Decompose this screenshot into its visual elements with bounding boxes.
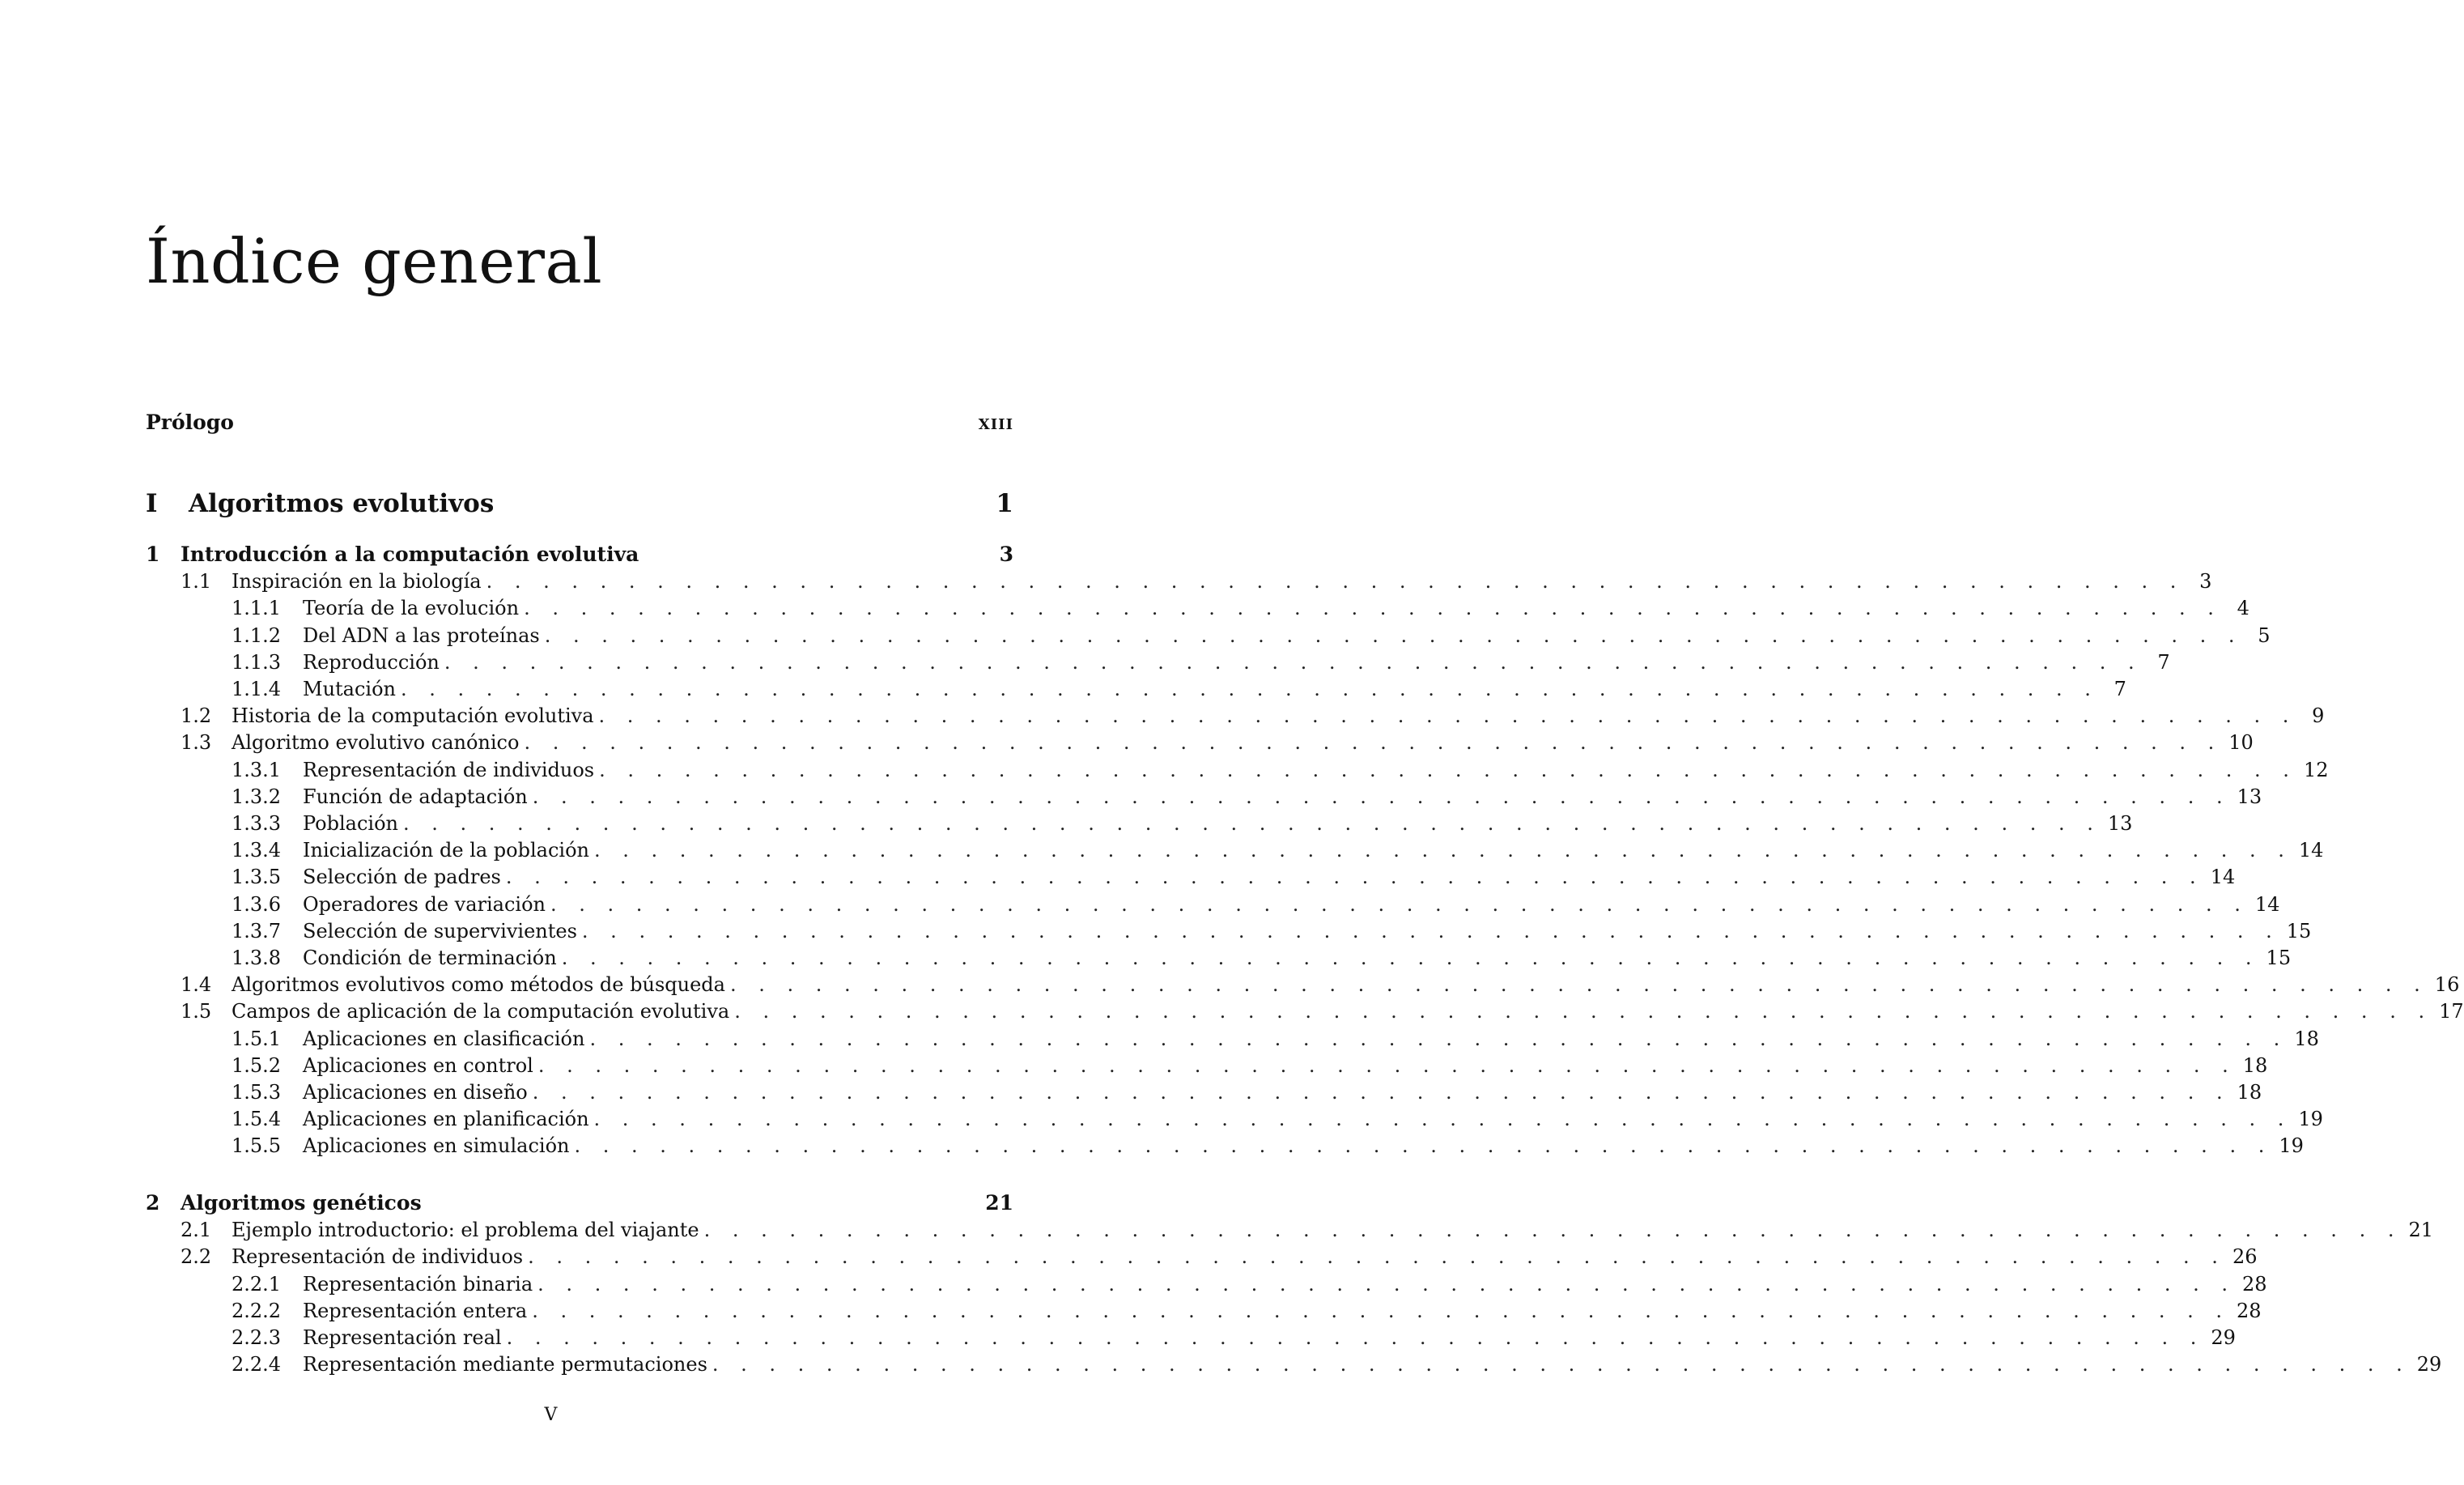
toc-entry-title: Ejemplo introductorio: el problema del viajante: [232, 1219, 699, 1241]
toc-entry-section[interactable]: [146, 569, 2212, 594]
toc-entry-page: 15: [2266, 947, 2292, 969]
toc-entry-page: 19: [2298, 1108, 2323, 1130]
toc-entry-title: Aplicaciones en simulación: [303, 1134, 570, 1157]
toc-entry-title: Inicialización de la población: [303, 839, 589, 862]
toc-entry-number: 1.3.1: [232, 759, 282, 781]
toc-entry-number: 1: [146, 543, 160, 566]
toc-entry-title: Representación entera: [303, 1300, 528, 1322]
toc-entry-subsection[interactable]: [146, 1134, 2304, 1158]
dot-leader: . . . . . . . . . . . . . . . . . . . . . . . . . . . . . . . . . . . . . . . . . . . . . . . . . . . . . . . . . . . .: [528, 1245, 2226, 1268]
toc-entry-number: 1.5.3: [232, 1081, 282, 1104]
toc-entry-subsection[interactable]: [146, 1027, 2319, 1051]
dot-leader: . . . . . . . . . . . . . . . . . . . . . . . . . . . . . . . . . . . . . . . . . . . . . . . . . . . . . . . . . . . .: [524, 731, 2223, 754]
toc-entry-number: 2.2: [181, 1245, 212, 1268]
toc-entry-section[interactable]: [146, 730, 2254, 755]
toc-entry-title: Algoritmos evolutivos: [189, 489, 495, 518]
toc-entry-subsection[interactable]: [146, 1272, 2267, 1296]
dot-leader: . . . . . . . . . . . . . . . . . . . . . . . . . . . . . . . . . . . . . . . . . . . . . . . . . . . . . . . . . . . .: [593, 1108, 2292, 1130]
toc-entry-page: 18: [2242, 1054, 2268, 1077]
toc-entry-title: Población: [303, 812, 398, 835]
toc-entry-chapter[interactable]: [146, 1191, 1013, 1215]
toc-entry-subsection[interactable]: [146, 838, 2324, 862]
toc-entry-section[interactable]: [146, 1218, 2433, 1242]
toc-entry-page: 1: [996, 489, 1013, 518]
toc-entry-number: 1.3.8: [232, 947, 282, 969]
dot-leader: . . . . . . . . . . . . . . . . . . . . . . . . . . . . . . . . . . . . . . . . . . . . . . . . . . . . . . . . . . . .: [729, 973, 2428, 996]
toc-entry-page: 13: [2107, 812, 2133, 835]
toc-entry-title: Representación de individuos: [232, 1245, 524, 1268]
toc-entry-page: 7: [2157, 651, 2170, 674]
toc-entry-title: Prólogo: [146, 411, 234, 434]
toc-entry-number: 1.4: [181, 973, 212, 996]
dot-leader: . . . . . . . . . . . . . . . . . . . . . . . . . . . . . . . . . . . . . . . . . . . . . . . . . . . . . . . . . . . .: [486, 570, 2185, 593]
toc-entry-page: 5: [2258, 624, 2271, 647]
toc-entry-page: 19: [2279, 1134, 2304, 1157]
toc-entry-part[interactable]: [146, 489, 1013, 518]
toc-entry-page: 12: [2303, 759, 2329, 781]
dot-leader: . . . . . . . . . . . . . . . . . . . . . . . . . . . . . . . . . . . . . . . . . . . . . . . . . . . . . . . . . . . .: [734, 1000, 2433, 1023]
dot-leader: . . . . . . . . . . . . . . . . . . . . . . . . . . . . . . . . . . . . . . . . . . . . . . . . . . . . . . . . . . . .: [598, 704, 2297, 727]
toc-entry-title: Del ADN a las proteínas: [303, 624, 540, 647]
dot-leader: . . . . . . . . . . . . . . . . . . . . . . . . . . . . . . . . . . . . . . . . . . . . . . . . . . . . . . . . . . . .: [589, 1028, 2288, 1050]
toc-entry-section[interactable]: [146, 704, 2325, 728]
dot-leader: . . . . . . . . . . . . . . . . . . . . . . . . . . . . . . . . . . . . . . . . . . . . . . . . . . . . . . . . . . . .: [403, 812, 2101, 835]
toc-entry-subsection[interactable]: [146, 892, 2280, 917]
toc-entry-page: 3: [999, 543, 1013, 566]
toc-entry-section[interactable]: [146, 1245, 2258, 1269]
toc-entry-page: 28: [2242, 1273, 2267, 1296]
toc-entry-page: 4: [2237, 597, 2249, 619]
toc-entry-title: Reproducción: [303, 651, 440, 674]
toc-entry-title: Inspiración en la biología: [232, 570, 482, 593]
toc-entry-number: 1.1.2: [232, 624, 282, 647]
toc-entry-title: Función de adaptación: [303, 785, 528, 808]
toc-entry-page: 10: [2228, 731, 2254, 754]
toc-entry-page: 14: [2210, 866, 2236, 888]
toc-entry-number: 1.1.1: [232, 597, 282, 619]
toc-entry-number: 2: [146, 1191, 160, 1215]
toc-entry-title: Campos de aplicación de la computación evolutiva: [232, 1000, 730, 1023]
dot-leader: . . . . . . . . . . . . . . . . . . . . . . . . . . . . . . . . . . . . . . . . . . . . . . . . . . . . . . . . . . . .: [506, 1326, 2205, 1349]
toc-entry-subsection[interactable]: [146, 811, 2133, 836]
toc-entry-title: Condición de terminación: [303, 947, 557, 969]
dot-leader: . . . . . . . . . . . . . . . . . . . . . . . . . . . . . . . . . . . . . . . . . . . . . . . . . . . . . . . . . . . .: [550, 893, 2249, 916]
toc-entry-page: xiii: [978, 411, 1013, 434]
toc-entry-number: 1.5.2: [232, 1054, 282, 1077]
dot-leader: . . . . . . . . . . . . . . . . . . . . . . . . . . . . . . . . . . . . . . . . . . . . . . . . . . . . . . . . . . . .: [594, 839, 2292, 862]
toc-entry-title: Algoritmo evolutivo canónico: [232, 731, 520, 754]
toc-entry-page: 14: [2298, 839, 2324, 862]
dot-leader: . . . . . . . . . . . . . . . . . . . . . . . . . . . . . . . . . . . . . . . . . . . . . . . . . . . . . . . . . . . .: [599, 759, 2297, 781]
dot-leader: . . . . . . . . . . . . . . . . . . . . . . . . . . . . . . . . . . . . . . . . . . . . . . . . . . . . . . . . . . . .: [532, 1081, 2231, 1104]
dot-leader: . . . . . . . . . . . . . . . . . . . . . . . . . . . . . . . . . . . . . . . . . . . . . . . . . . . . . . . . . . . .: [532, 1300, 2231, 1322]
dot-leader: . . . . . . . . . . . . . . . . . . . . . . . . . . . . . . . . . . . . . . . . . . . . . . . . . . . . . . . . . . . .: [505, 866, 2204, 888]
toc-entry-subsection[interactable]: [146, 596, 2249, 620]
toc-entry-number: 1.5.4: [232, 1108, 282, 1130]
toc-entry-subsection[interactable]: [146, 1325, 2236, 1350]
dot-leader: . . . . . . . . . . . . . . . . . . . . . . . . . . . . . . . . . . . . . . . . . . . . . . . . . . . . . . . . . . . .: [712, 1353, 2411, 1376]
toc-entry-subsection[interactable]: [146, 1053, 2268, 1078]
dot-leader: . . . . . . . . . . . . . . . . . . . . . . . . . . . . . . . . . . . . . . . . . . . . . . . . . . . . . . . . . . . .: [532, 785, 2231, 808]
toc-entry-page: 17: [2439, 1000, 2464, 1023]
toc-entry-number: 2.2.3: [232, 1326, 282, 1349]
toc-entry-title: Historia de la computación evolutiva: [232, 704, 594, 727]
toc-entry-title: Aplicaciones en clasificación: [303, 1028, 585, 1050]
toc-entry-subsection[interactable]: [146, 865, 2236, 889]
toc-entry-number: 1.1.3: [232, 651, 282, 674]
dot-leader: . . . . . . . . . . . . . . . . . . . . . . . . . . . . . . . . . . . . . . . . . . . . . . . . . . . . . . . . . . . .: [537, 1273, 2236, 1296]
toc-entry-page: 15: [2286, 920, 2312, 942]
toc-entry-number: 2.2.1: [232, 1273, 282, 1296]
toc-entry-number: 1.3.6: [232, 893, 282, 916]
toc-entry-number: 2.2.2: [232, 1300, 282, 1322]
toc-entry-title: Aplicaciones en diseño: [303, 1081, 528, 1104]
toc-entry-section[interactable]: [146, 999, 2464, 1023]
toc-entry-title: Selección de supervivientes: [303, 920, 577, 942]
toc-entry-page: 28: [2237, 1300, 2262, 1322]
toc-entry-page: 14: [2254, 893, 2280, 916]
dot-leader: . . . . . . . . . . . . . . . . . . . . . . . . . . . . . . . . . . . . . . . . . . . . . . . . . . . . . . . . . . . .: [581, 920, 2280, 942]
toc-entry-title: Introducción a la computación evolutiva: [181, 543, 639, 566]
toc-entry-title: Representación binaria: [303, 1273, 533, 1296]
toc-entry-section[interactable]: [146, 972, 2460, 997]
toc-entry-number: 1.5.5: [232, 1134, 282, 1157]
dot-leader: . . . . . . . . . . . . . . . . . . . . . . . . . . . . . . . . . . . . . . . . . . . . . . . . . . . . . . . . . . . .: [703, 1219, 2402, 1241]
toc-entry-number: I: [146, 489, 158, 518]
dot-leader: . . . . . . . . . . . . . . . . . . . . . . . . . . . . . . . . . . . . . . . . . . . . . . . . . . . . . . . . . . . .: [561, 947, 2260, 969]
toc-entry-page: 29: [2211, 1326, 2236, 1349]
toc-entry-subsection[interactable]: [146, 785, 2262, 809]
dot-leader: . . . . . . . . . . . . . . . . . . . . . . . . . . . . . . . . . . . . . . . . . . . . . . . . . . . . . . . . . . . .: [401, 678, 2099, 700]
toc-entry-subsection[interactable]: [146, 677, 2126, 701]
toc-entry-page: 3: [2199, 570, 2212, 593]
dot-leader: . . . . . . . . . . . . . . . . . . . . . . . . . . . . . . . . . . . . . . . . . . . . . . . . . . . . . . . . . . . .: [444, 651, 2143, 674]
toc-entry-page: 29: [2416, 1353, 2442, 1376]
toc-entry-title: Aplicaciones en control: [303, 1054, 533, 1077]
toc-entry-number: 1.3.7: [232, 920, 282, 942]
toc-entry-subsection[interactable]: [146, 1299, 2262, 1323]
toc-entry-page: 18: [2294, 1028, 2319, 1050]
toc-entry-number: 1.3.2: [232, 785, 282, 808]
toc-entry-title: Selección de padres: [303, 866, 501, 888]
toc-entry-number: 1.3.4: [232, 839, 282, 862]
toc-entry-subsection[interactable]: [146, 919, 2312, 943]
toc-entry-number: 1.5.1: [232, 1028, 282, 1050]
toc-entry-prologue[interactable]: [146, 411, 1013, 435]
toc-entry-page: 7: [2114, 678, 2126, 700]
toc-entry-number: 1.3.5: [232, 866, 282, 888]
toc-entry-number: 1.3: [181, 731, 212, 754]
dot-leader: . . . . . . . . . . . . . . . . . . . . . . . . . . . . . . . . . . . . . . . . . . . . . . . . . . . . . . . . . . . .: [574, 1134, 2273, 1157]
toc-entry-number: 1.5: [181, 1000, 212, 1023]
toc-entry-number: 2.2.4: [232, 1353, 282, 1376]
toc-entry-title: Representación mediante permutaciones: [303, 1353, 707, 1376]
toc-entry-page: 13: [2237, 785, 2262, 808]
dot-leader: . . . . . . . . . . . . . . . . . . . . . . . . . . . . . . . . . . . . . . . . . . . . . . . . . . . . . . . . . . . .: [537, 1054, 2237, 1077]
toc-entry-title: Operadores de variación: [303, 893, 546, 916]
toc-entry-title: Teoría de la evolución: [303, 597, 520, 619]
page-number: V: [544, 1405, 558, 1425]
toc-entry-subsection[interactable]: [146, 758, 2329, 782]
toc-entry-title: Algoritmos genéticos: [181, 1191, 422, 1215]
toc-entry-title: Representación de individuos: [303, 759, 595, 781]
toc-entry-title: Mutación: [303, 678, 397, 700]
dot-leader: . . . . . . . . . . . . . . . . . . . . . . . . . . . . . . . . . . . . . . . . . . . . . . . . . . . . . . . . . . . .: [524, 597, 2222, 619]
toc-entry-page: 18: [2237, 1081, 2262, 1104]
toc-entry-page: 9: [2312, 704, 2325, 727]
toc-entry-title: Aplicaciones en planificación: [303, 1108, 589, 1130]
toc-entry-subsection[interactable]: [146, 1080, 2262, 1104]
toc-entry-number: 1.3.3: [232, 812, 282, 835]
toc-entry-chapter[interactable]: [146, 543, 1013, 567]
toc-entry-number: 2.1: [181, 1219, 212, 1241]
toc-entry-title: Representación real: [303, 1326, 502, 1349]
page-title: Índice general: [146, 225, 603, 297]
toc-entry-number: 1.1: [181, 570, 212, 593]
toc-entry-subsection[interactable]: [146, 623, 2271, 648]
toc-entry-page: 16: [2434, 973, 2460, 996]
toc-entry-number: 1.1.4: [232, 678, 282, 700]
toc-entry-subsection[interactable]: [146, 946, 2292, 970]
toc-entry-subsection[interactable]: [146, 1352, 2442, 1376]
toc-entry-page: 26: [2232, 1245, 2258, 1268]
toc-entry-subsection[interactable]: [146, 1107, 2323, 1131]
toc-entry-page: 21: [985, 1191, 1013, 1215]
toc-entry-page: 21: [2408, 1219, 2433, 1241]
toc-entry-number: 1.2: [181, 704, 212, 727]
toc-entry-title: Algoritmos evolutivos como métodos de búsqueda: [232, 973, 725, 996]
dot-leader: . . . . . . . . . . . . . . . . . . . . . . . . . . . . . . . . . . . . . . . . . . . . . . . . . . . . . . . . . . . .: [544, 624, 2243, 647]
toc-entry-subsection[interactable]: [146, 650, 2170, 674]
